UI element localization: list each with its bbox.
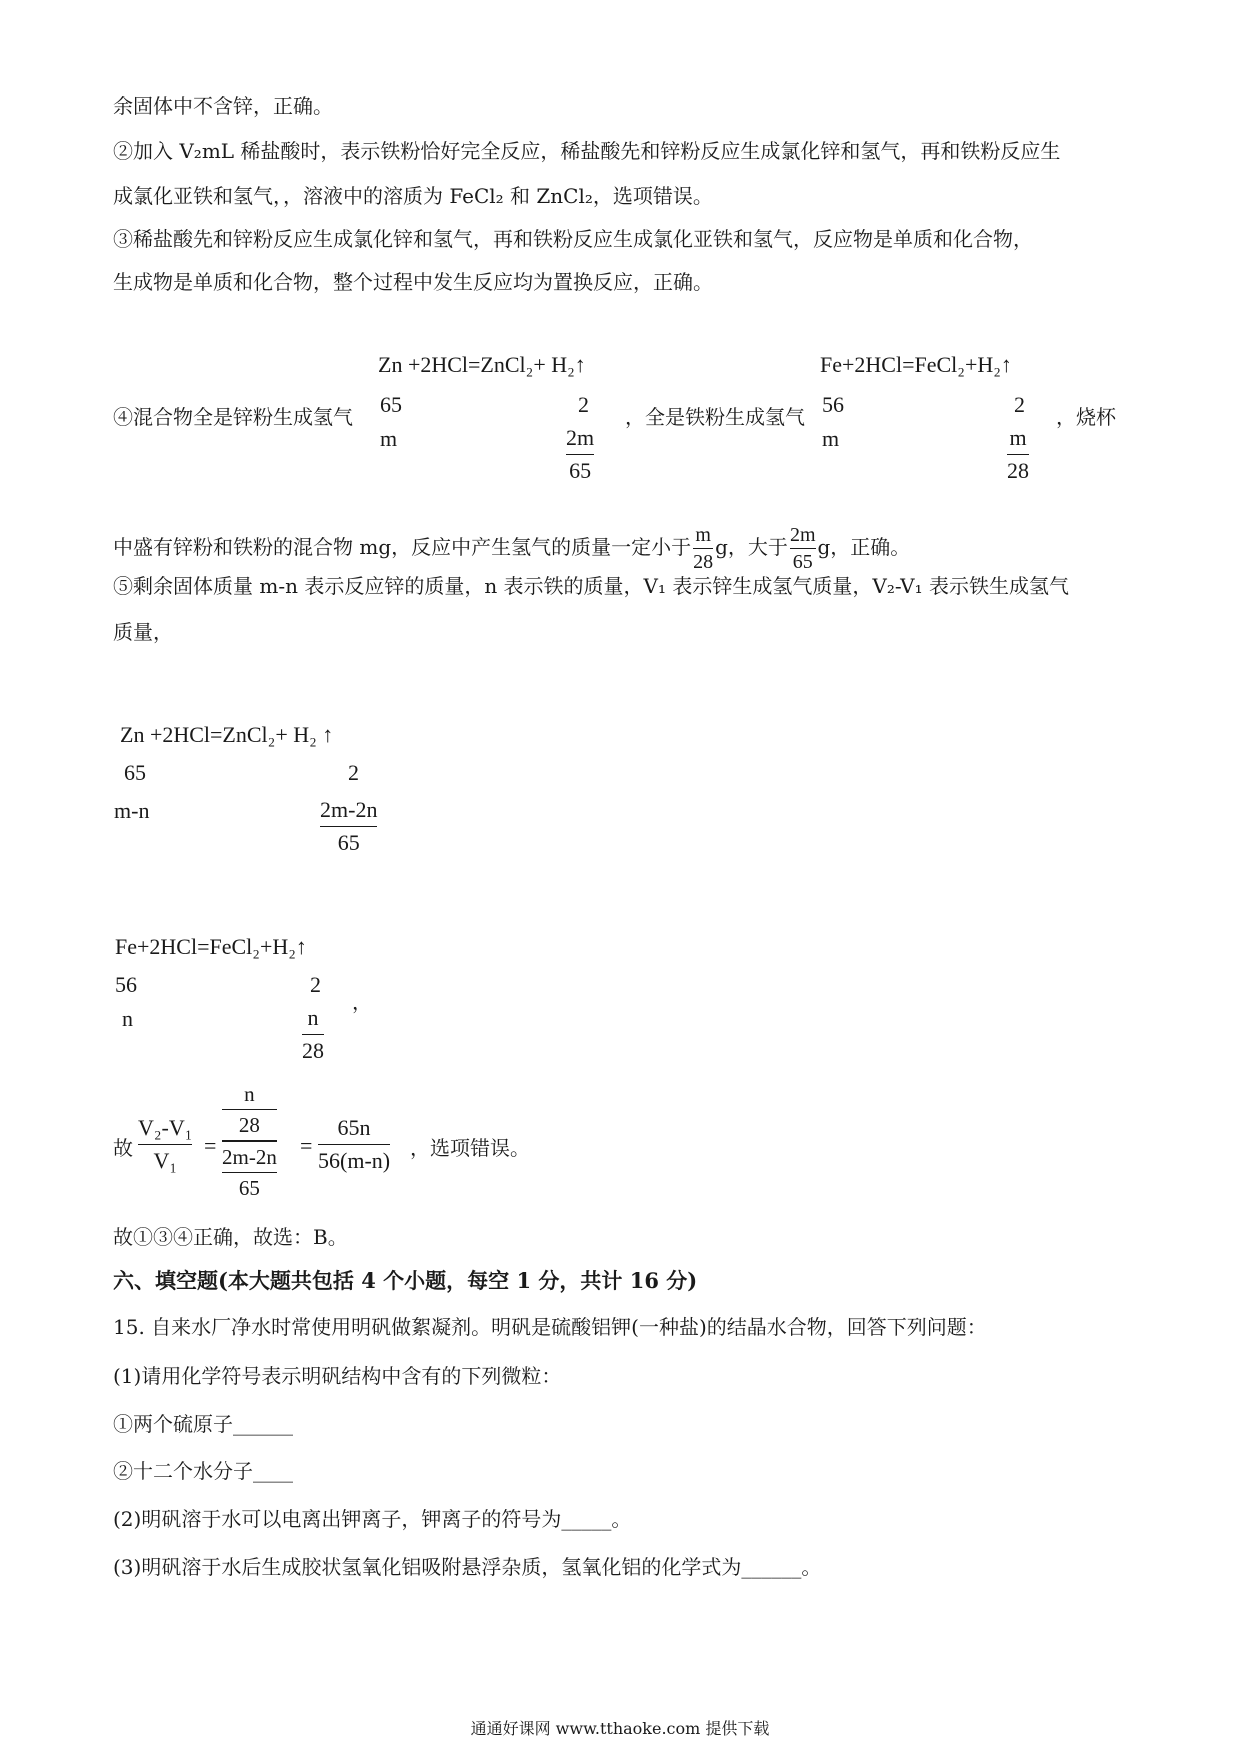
fe-equation: Fe+2HCl=FeCl₂+H₂↑ <box>115 934 307 959</box>
fraction-result <box>318 1115 390 1174</box>
zn-equation: Zn +2HCl=ZnCl₂+ H₂ ↑ <box>120 722 334 747</box>
numerator: n <box>307 1005 319 1030</box>
zn-reacted-mass: m-n <box>114 798 150 823</box>
fe-molar-mass: 56 <box>822 392 844 417</box>
question-15-part-2: (2)明矾溶于水可以电离出钾离子，钾离子的符号为_____。 <box>113 1507 632 1531</box>
h2-mass-2: 2 <box>310 972 321 997</box>
denominator: 2m-2n <box>222 1145 277 1169</box>
denominator: 28 <box>1007 458 1029 483</box>
text-line: ⑤剩余固体质量 m-n 表示反应锌的质量，n 表示铁的质量，V₁ 表示锌生成氢气质量，V₂-V₁ 表示铁生成氢气 <box>113 574 1069 598</box>
text-line: 故①③④正确，故选：B。 <box>113 1225 348 1249</box>
main-fraction-bar <box>222 1140 277 1142</box>
complex-fraction <box>222 1082 277 1200</box>
denominator: 65 <box>569 458 592 483</box>
zn-molar-mass: 65 <box>380 392 402 417</box>
text-line: ④混合物全是锌粉生成氢气 <box>113 405 353 429</box>
question-15-part-3: (3)明矾溶于水后生成胶状氢氧化铝吸附悬浮杂质，氢氧化铝的化学式为______。 <box>113 1555 822 1579</box>
numerator: n <box>244 1082 255 1106</box>
numerator: 28 <box>238 1113 260 1137</box>
fraction-bar <box>302 1034 324 1035</box>
fraction-2m-65: $\frac{2m}{65}$ <box>789 524 816 573</box>
text-line: ，选项错误。 <box>410 1136 530 1160</box>
numerator: 2m-2n <box>320 797 378 822</box>
text-line: 中盛有锌粉和铁粉的混合物 mg，反应中产生氢气的质量一定小于 $\frac{m}{28}$ g，大于 $\frac{2m}{65}$ g，正确。 <box>113 524 911 573</box>
text-line: ②加入 V₂mL 稀盐酸时，表示铁粉恰好完全反应，稀盐酸先和锌粉反应生成氯化锌和氢气，再和铁粉反应生 <box>113 139 1061 163</box>
zn-equation: Zn +2HCl=ZnCl₂+ H₂↑ <box>378 352 586 377</box>
numerator: V₂-V₁ <box>138 1115 193 1140</box>
fraction-2m-65 <box>566 425 594 484</box>
denominator: V₁ <box>153 1148 177 1173</box>
text-line: 成氯化亚铁和氢气，，溶液中的溶质为 FeCl₂ 和 ZnCl₂，选项错误。 <box>113 184 713 208</box>
fraction-bar <box>138 1144 192 1145</box>
text-line: ，烧杯 <box>1056 405 1116 429</box>
equals-sign: = <box>300 1133 313 1158</box>
text-line: 余固体中不含锌，正确。 <box>113 94 333 118</box>
fraction-bar <box>222 1172 277 1173</box>
fraction-bar <box>318 1144 390 1145</box>
fe-mass: m <box>822 426 840 451</box>
denominator: 65 <box>238 1176 260 1200</box>
fe-equation: Fe+2HCl=FeCl₂+H₂↑ <box>820 352 1012 377</box>
fraction-n-28 <box>302 1005 324 1064</box>
fraction-bar <box>222 1109 277 1110</box>
fe-molar-mass: 56 <box>115 972 137 997</box>
text-line: 生成物是单质和化合物，整个过程中发生反应均为置换反应，正确。 <box>113 270 713 294</box>
zn-mass: m <box>380 426 398 451</box>
h2-mass-2: 2 <box>578 392 589 417</box>
h2-mass-2: 2 <box>1014 392 1025 417</box>
fraction-m-28 <box>1007 425 1029 484</box>
fraction-bar <box>566 454 594 455</box>
zn-molar-mass: 65 <box>124 760 146 785</box>
text-line: 故 <box>113 1136 133 1160</box>
question-15-part-1: (1)请用化学符号表示明矾结构中含有的下列微粒： <box>113 1364 562 1388</box>
denominator: 65 <box>337 830 360 855</box>
denominator: 28 <box>302 1038 324 1063</box>
question-15-1-a: ①两个硫原子______ <box>113 1412 293 1436</box>
fraction-ratio <box>138 1115 192 1174</box>
question-15-1-b: ②十二个水分子____ <box>113 1459 293 1483</box>
numerator: m <box>1009 425 1027 450</box>
question-15: 15. 自来水厂净水时常使用明矾做絮凝剂。明矾是硫酸铝钾(一种盐)的结晶水合物，回答下列问题： <box>113 1315 987 1339</box>
h2-mass-2: 2 <box>348 760 359 785</box>
fe-mass: n <box>122 1006 133 1031</box>
denominator: 56(m-n) <box>318 1148 391 1173</box>
fraction-bar <box>320 826 377 827</box>
fraction-bar <box>1007 454 1029 455</box>
text-line: ③稀盐酸先和锌粉反应生成氯化锌和氢气，再和铁粉反应生成氯化亚铁和氢气，反应物是单质和化合物， <box>113 227 1033 251</box>
section-heading: 六、填空题(本大题共包括 4 个小题，每空 1 分，共计 16 分) <box>113 1268 698 1293</box>
equals-sign: = <box>204 1133 217 1158</box>
comma: ， <box>352 990 372 1014</box>
text-line: ，全是铁粉生成氢气 <box>625 405 805 429</box>
text-line: 质量， <box>113 620 173 644</box>
fraction-2m2n-65 <box>320 797 377 856</box>
page-footer: 通通好课网 www.tthaoke.com 提供下载 <box>470 1719 770 1738</box>
numerator: 2m <box>566 425 595 450</box>
numerator: 65n <box>337 1115 371 1140</box>
fraction-m-28: $\frac{m}{28}$ <box>693 524 714 573</box>
